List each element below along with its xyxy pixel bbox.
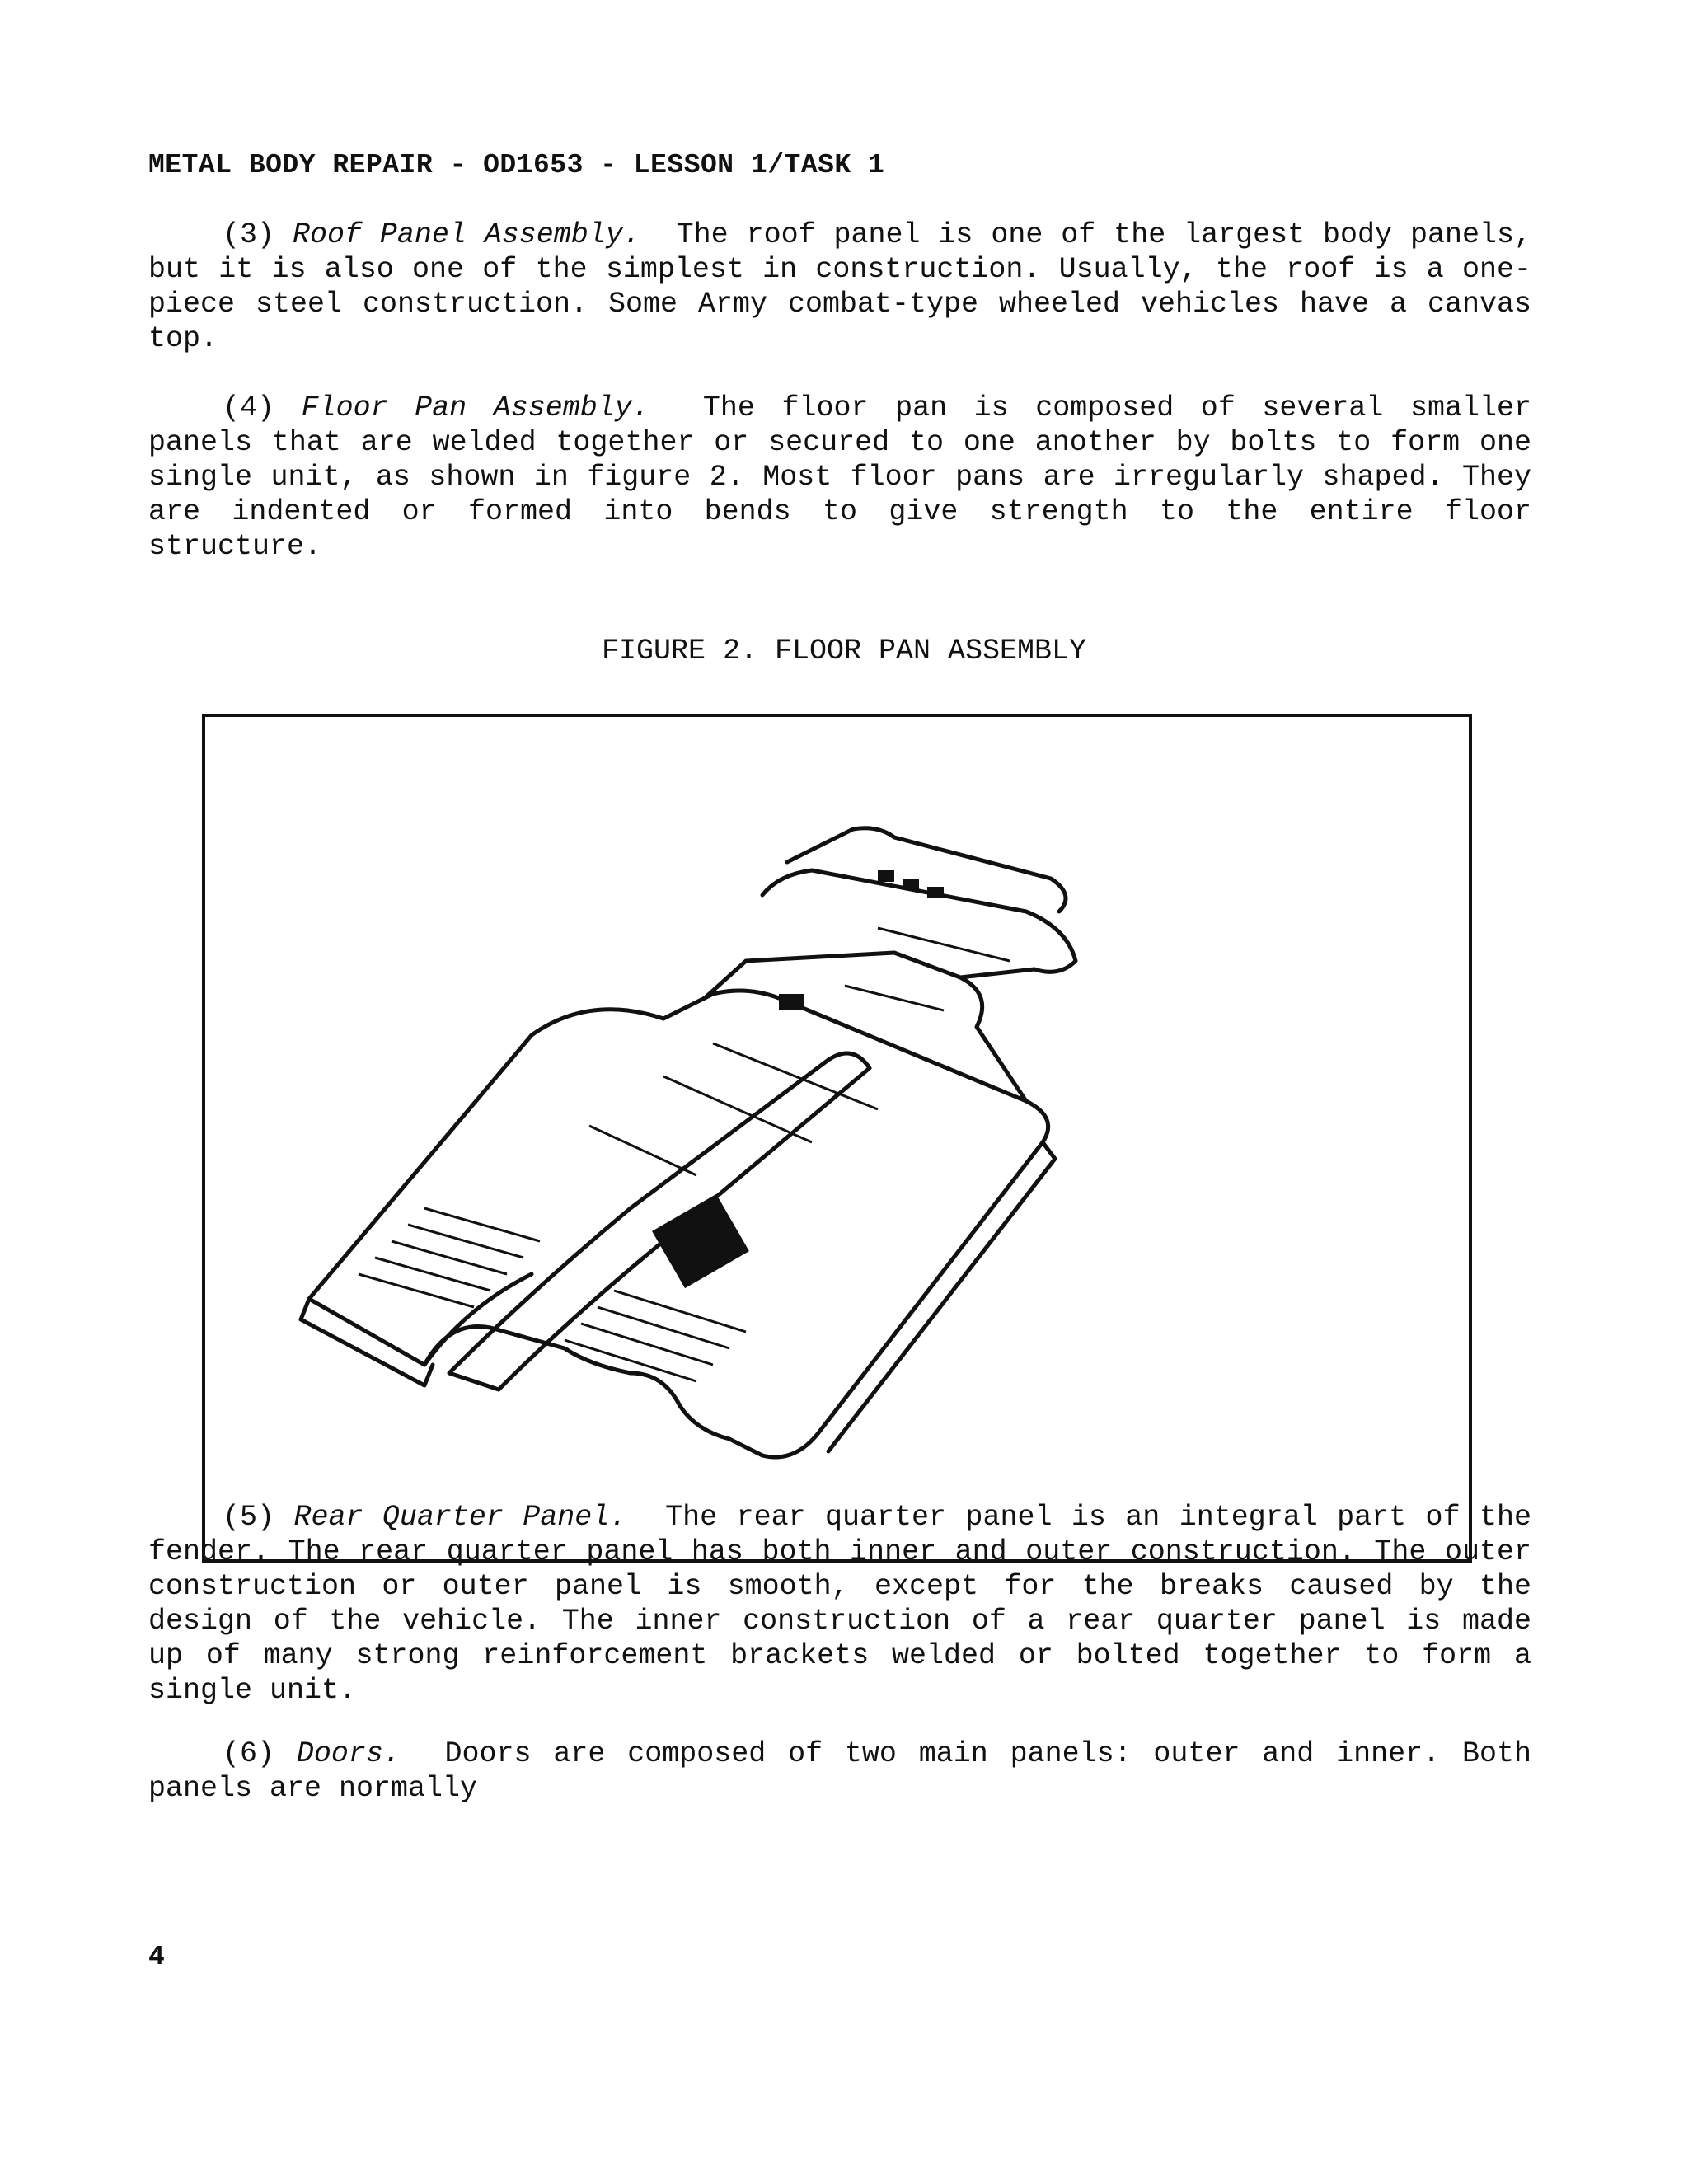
page-header: METAL BODY REPAIR - OD1653 - LESSON 1/TASK 1 — [148, 150, 885, 180]
paragraph-text: The rear quarter panel is an integral part of the fender. The rear quarter panel has both inner and outer construction. The outer construction or outer panel is smooth, except for the breaks caused by the design of the vehicle. The inner construction of a rear quarter panel is made up of many strong reinforcement brackets welded or bolted together to form a single unit. — [148, 1501, 1531, 1707]
paragraph-floor-pan — [148, 391, 1531, 564]
paragraph-title: Rear Quarter Panel. — [293, 1501, 627, 1534]
paragraph-number: (4) — [223, 391, 275, 424]
paragraph-number: (5) — [223, 1501, 275, 1534]
page-number: 4 — [148, 1942, 165, 1972]
paragraph-doors — [148, 1736, 1531, 1806]
floor-pan-assembly-drawing — [202, 714, 1472, 1563]
paragraph-text: The roof panel is one of the largest body panels, but it is also one of the simplest in construction. Usually, the roof is a one-piece steel construction. Some Army combat-type wheeled vehicles have a canvas top. — [148, 218, 1531, 355]
paragraph-title: Doors. — [296, 1737, 401, 1770]
paragraph-title: Floor Pan Assembly. — [301, 391, 649, 424]
paragraph-number: (6) — [223, 1737, 275, 1770]
paragraph-title: Roof Panel Assembly. — [292, 218, 640, 251]
paragraph-roof-panel — [148, 218, 1531, 356]
paragraph-text: Doors are composed of two main panels: outer and inner. Both panels are normally — [148, 1737, 1531, 1805]
paragraph-rear-quarter-panel — [148, 1500, 1531, 1708]
figure-caption: FIGURE 2. FLOOR PAN ASSEMBLY — [601, 635, 1087, 668]
paragraph-number: (3) — [223, 218, 275, 251]
paragraph-text: The floor pan is composed of several smaller panels that are welded together or secured to one another by bolts to form one single unit, as shown in figure 2. Most floor pans are irregularly shaped. They are indented or formed into bends to give strength to the entire floor structure. — [148, 391, 1531, 563]
